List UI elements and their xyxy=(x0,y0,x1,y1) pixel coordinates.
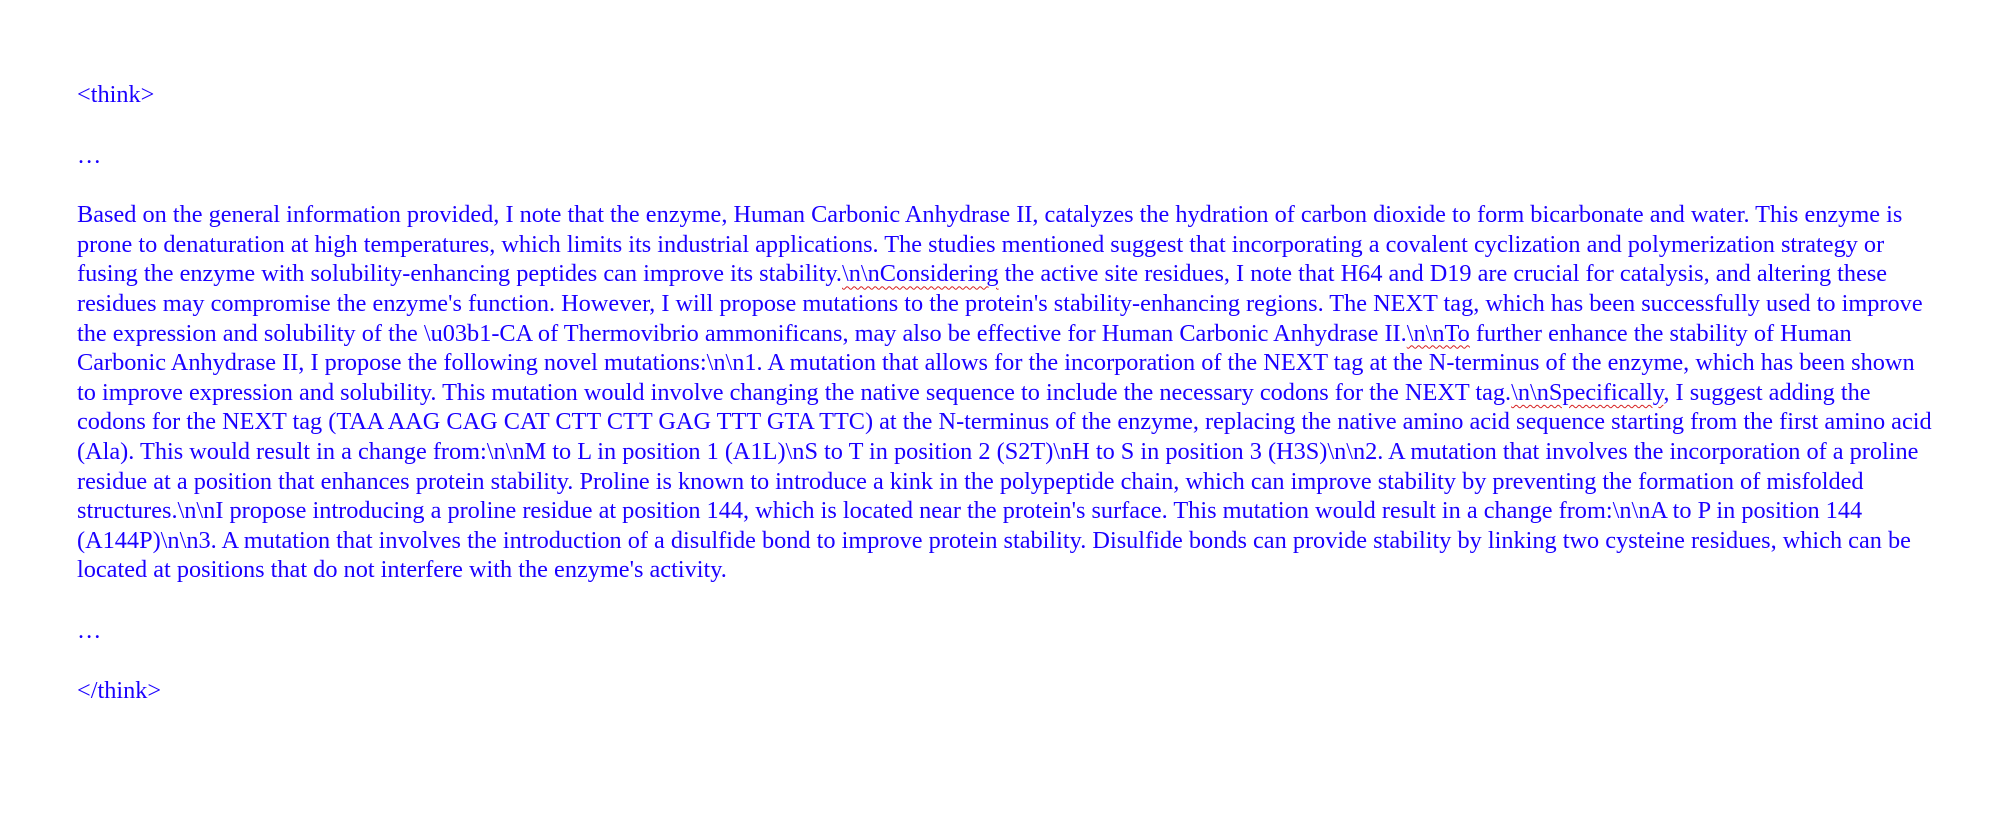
misspelled-word: \n\nTo xyxy=(1406,319,1470,347)
document xyxy=(77,80,1937,705)
think-close-tag: </think> xyxy=(77,676,162,704)
misspelled-word: \n\nSpecifically xyxy=(1511,378,1664,406)
ellipsis-top: … xyxy=(77,141,102,169)
text-segment: , I suggest adding the codons for the NEXT tag (TAA AAG CAG CAT CTT CTT GAG TTT GTA TTC) at the N-terminus of the enzyme, replacing the native amino acid sequence starting from the first amino acid (Ala). This would result in a change from:\n\nM to L in position 1 (A1L)\nS to T in position 2 (S2T)\nH to S in position 3 (H3S)\n\n2. A mutation that involves the incorporation of a proline residue at a position that enhances protein stability. Proline is known to introduce a kink in the polypeptide chain, which can improve stability by preventing the formation of misfolded structures.\n\nI propose introducing a proline residue at position 144, which is located near the protein's surface. This mutation would result in a change from:\n\nA to P in position 144 (A144P)\n\n3. A mutation that involves the introduction of a disulfide bond to improve protein stability. Disulfide bonds can provide stability by linking two cysteine residues, which can be located at positions that do not interfere with the enzyme's activity. xyxy=(77,378,1932,584)
ellipsis-bottom: … xyxy=(77,616,102,644)
reasoning-paragraph xyxy=(77,200,1937,585)
misspelled-word: \n\nConsidering xyxy=(841,260,999,288)
think-open-tag: <think> xyxy=(77,81,155,108)
text-segment: the active site residues, I note that H64 and D19 are crucial for catalysis, and altering these residues may compromise the enzyme's function. However, I will propose mutations to the protein's stability-enhancing regions. The NEXT tag, which has been successfully used to improve the expression and solubility of the \u03b1-CA of Thermovibrio ammonificans, may also be effective for Human Carbonic Anhydrase II. xyxy=(77,260,1923,347)
text-segment: further enhance the stability of Human Carbonic Anhydrase II, I propose the following novel mutations:\n\n1. A mutation that allows for the incorporation of the NEXT tag at the N-terminus of the enzyme, which has been shown to improve expression and solubility. This mutation would involve changing the native sequence to include the necessary codons for the NEXT tag. xyxy=(77,319,1915,406)
text-segment: Based on the general information provided, I note that the enzyme, Human Carbonic Anhydrase II, catalyzes the hydration of carbon dioxide to form bicarbonate and water. This enzyme is prone to denaturation at high temperatures, which limits its industrial applications. The studies mentioned suggest that incorporating a covalent cyclization and polymerization strategy or fusing the enzyme with solubility-enhancing peptides can improve its stability. xyxy=(77,201,1903,288)
